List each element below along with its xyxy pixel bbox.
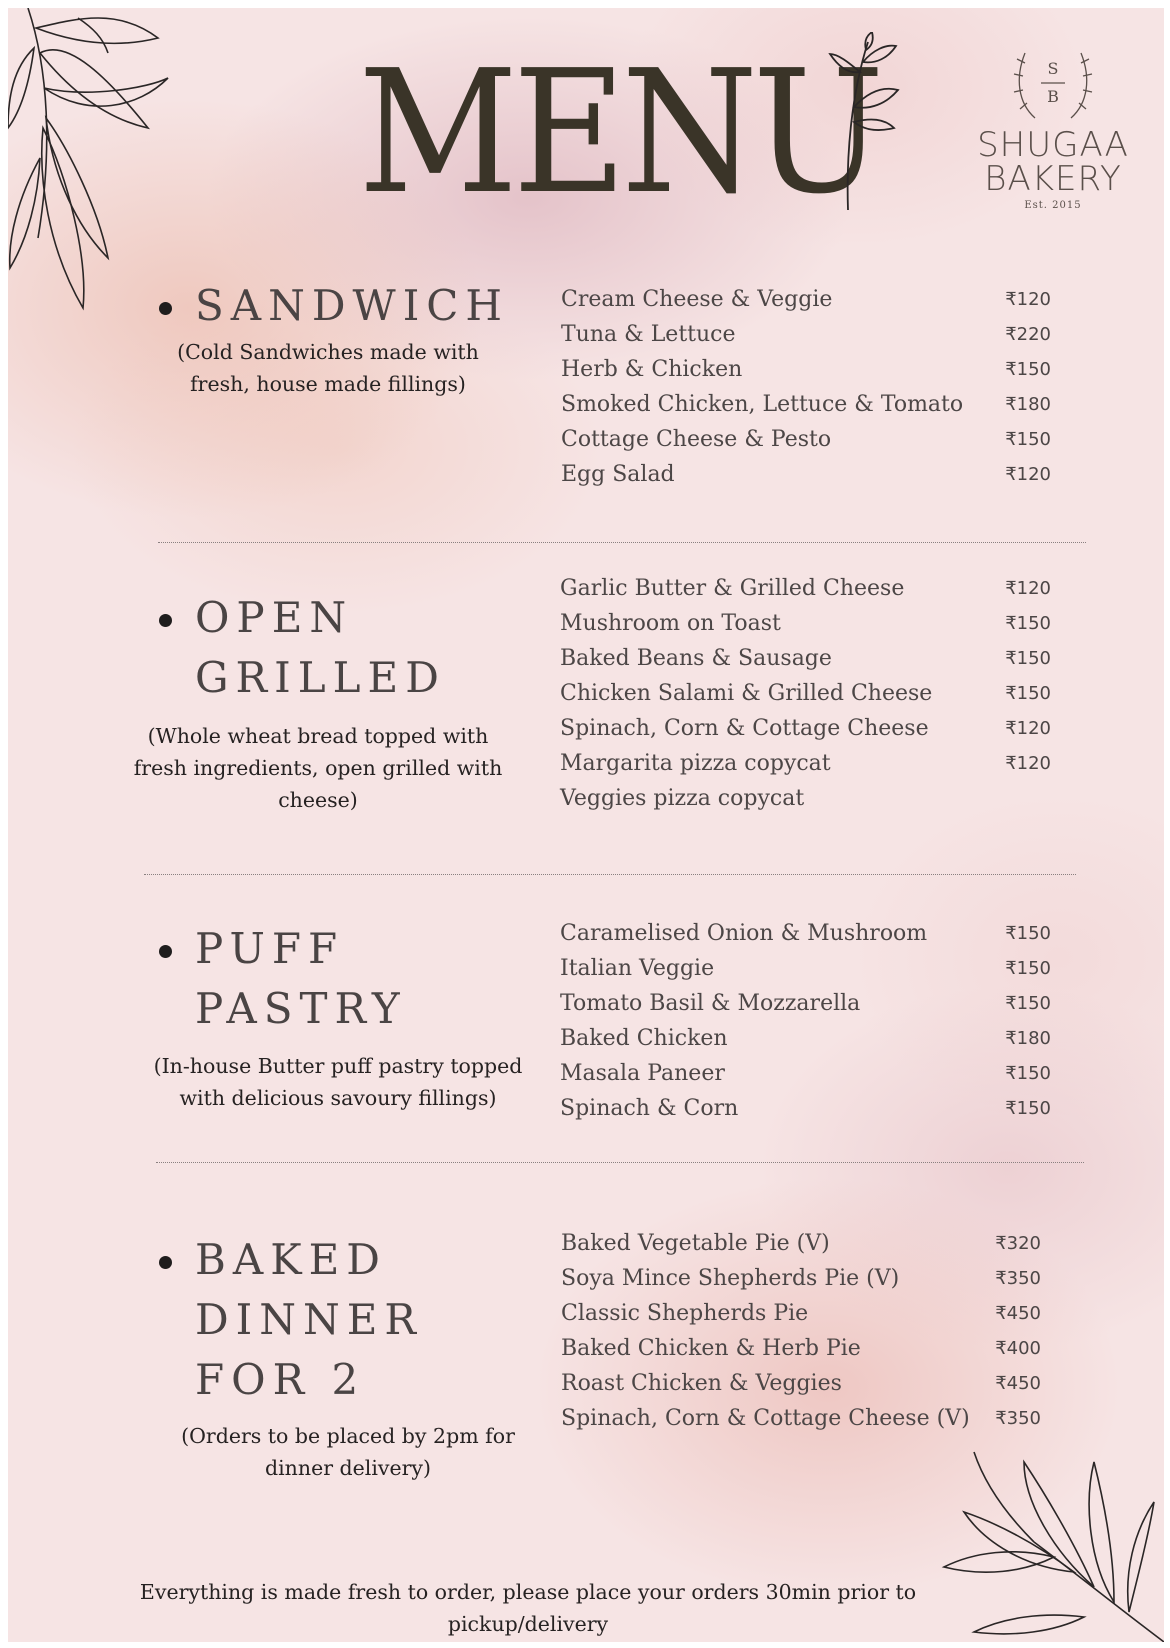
section-description: (Cold Sandwiches made with fresh, house made fillings) xyxy=(177,340,479,396)
footer-note: Everything is made fresh to order, please place your orders 30min prior to pickup/delivery xyxy=(139,1580,917,1636)
menu-page xyxy=(8,8,1164,1642)
section-title-open-grilled: OPEN GRILLED xyxy=(195,588,446,708)
item-list-puff-pastry xyxy=(560,916,1051,1126)
item-list-open-grilled xyxy=(560,571,1051,816)
item-price: ₹120 xyxy=(1005,578,1051,599)
menu-item: Baked Chicken ₹180 xyxy=(560,1021,1051,1056)
menu-item: Mushroom on Toast ₹150 xyxy=(560,606,1051,641)
menu-item: Cream Cheese & Veggie ₹120 xyxy=(561,282,1051,317)
menu-item: Baked Vegetable Pie (V) ₹320 xyxy=(561,1226,1041,1261)
menu-item: Caramelised Onion & Mushroom ₹150 xyxy=(560,916,1051,951)
item-price: ₹150 xyxy=(1005,648,1051,669)
menu-item: Egg Salad ₹120 xyxy=(561,457,1051,492)
bullet-icon xyxy=(159,302,172,315)
item-price: ₹350 xyxy=(995,1268,1041,1289)
section-description: (Orders to be placed by 2pm for dinner delivery) xyxy=(181,1424,515,1480)
section-title-baked-dinner: BAKED DINNER FOR 2 xyxy=(195,1230,423,1410)
item-price: ₹150 xyxy=(1005,923,1051,944)
item-price: ₹150 xyxy=(1005,1063,1051,1084)
menu-item: Garlic Butter & Grilled Cheese ₹120 xyxy=(560,571,1051,606)
item-price: ₹350 xyxy=(995,1408,1041,1429)
dotted-divider xyxy=(156,1162,1084,1163)
dotted-divider xyxy=(158,542,1086,543)
menu-item: Masala Paneer ₹150 xyxy=(560,1056,1051,1091)
item-price: ₹120 xyxy=(1005,464,1051,485)
item-price: ₹150 xyxy=(1005,613,1051,634)
menu-item: Chicken Salami & Grilled Cheese ₹150 xyxy=(560,676,1051,711)
bullet-icon xyxy=(159,614,172,627)
menu-item: Spinach & Corn ₹150 xyxy=(560,1091,1051,1126)
item-price: ₹150 xyxy=(1005,429,1051,450)
logo-name-line2: BAKERY xyxy=(984,159,1122,199)
item-price: ₹180 xyxy=(1005,394,1051,415)
item-price: ₹120 xyxy=(1005,289,1051,310)
item-price: ₹150 xyxy=(1005,683,1051,704)
logo-name-line1: SHUGAA xyxy=(977,125,1129,165)
section-title-sandwich: SANDWICH xyxy=(195,276,509,336)
menu-item: Spinach, Corn & Cottage Cheese (V) ₹350 xyxy=(561,1401,1041,1436)
laurel-monogram-icon xyxy=(1003,38,1103,128)
menu-item: Roast Chicken & Veggies ₹450 xyxy=(561,1366,1041,1401)
item-price: ₹320 xyxy=(995,1233,1041,1254)
item-price: ₹400 xyxy=(995,1338,1041,1359)
section-description: (In-house Butter puff pastry topped with delicious savoury fillings) xyxy=(153,1054,523,1110)
bullet-icon xyxy=(159,945,172,958)
menu-item: Soya Mince Shepherds Pie (V) ₹350 xyxy=(561,1261,1041,1296)
item-price: ₹450 xyxy=(995,1303,1041,1324)
menu-item: Italian Veggie ₹150 xyxy=(560,951,1051,986)
item-price: ₹450 xyxy=(995,1373,1041,1394)
menu-item: Herb & Chicken ₹150 xyxy=(561,352,1051,387)
menu-item: Classic Shepherds Pie ₹450 xyxy=(561,1296,1041,1331)
bakery-logo xyxy=(968,38,1138,211)
section-title-puff-pastry: PUFF PASTRY xyxy=(195,919,407,1039)
bullet-icon xyxy=(159,1256,172,1269)
leaf-branch-decoration xyxy=(924,1442,1164,1642)
logo-established: Est. 2015 xyxy=(1024,200,1082,211)
item-price: ₹150 xyxy=(1005,993,1051,1014)
item-price: ₹150 xyxy=(1005,359,1051,380)
menu-item: Margarita pizza copycat ₹120 xyxy=(560,746,1051,781)
section-description: (Whole wheat bread topped with fresh ingredients, open grilled with cheese) xyxy=(133,724,503,812)
sprig-icon xyxy=(828,32,908,212)
menu-item: Baked Beans & Sausage ₹150 xyxy=(560,641,1051,676)
leaf-branch-decoration xyxy=(8,8,178,318)
logo-monogram-top: S xyxy=(1047,59,1059,78)
menu-item: Veggies pizza copycat xyxy=(560,786,805,811)
item-price: ₹120 xyxy=(1005,753,1051,774)
item-list-baked-dinner xyxy=(561,1226,1041,1436)
item-price: ₹120 xyxy=(1005,718,1051,739)
menu-item: Tuna & Lettuce ₹220 xyxy=(561,317,1051,352)
item-price: ₹150 xyxy=(1005,1098,1051,1119)
menu-item: Cottage Cheese & Pesto ₹150 xyxy=(561,422,1051,457)
item-price: ₹180 xyxy=(1005,1028,1051,1049)
item-list-sandwich xyxy=(561,282,1051,492)
item-price: ₹150 xyxy=(1005,958,1051,979)
menu-item: Tomato Basil & Mozzarella ₹150 xyxy=(560,986,1051,1021)
menu-item: Baked Chicken & Herb Pie ₹400 xyxy=(561,1331,1041,1366)
menu-item: Spinach, Corn & Cottage Cheese ₹120 xyxy=(560,711,1051,746)
logo-monogram-bottom: B xyxy=(1047,87,1059,106)
menu-title: MENU xyxy=(358,34,879,232)
menu-item: Smoked Chicken, Lettuce & Tomato ₹180 xyxy=(561,387,1051,422)
item-price: ₹220 xyxy=(1005,324,1051,345)
dotted-divider xyxy=(144,874,1076,875)
